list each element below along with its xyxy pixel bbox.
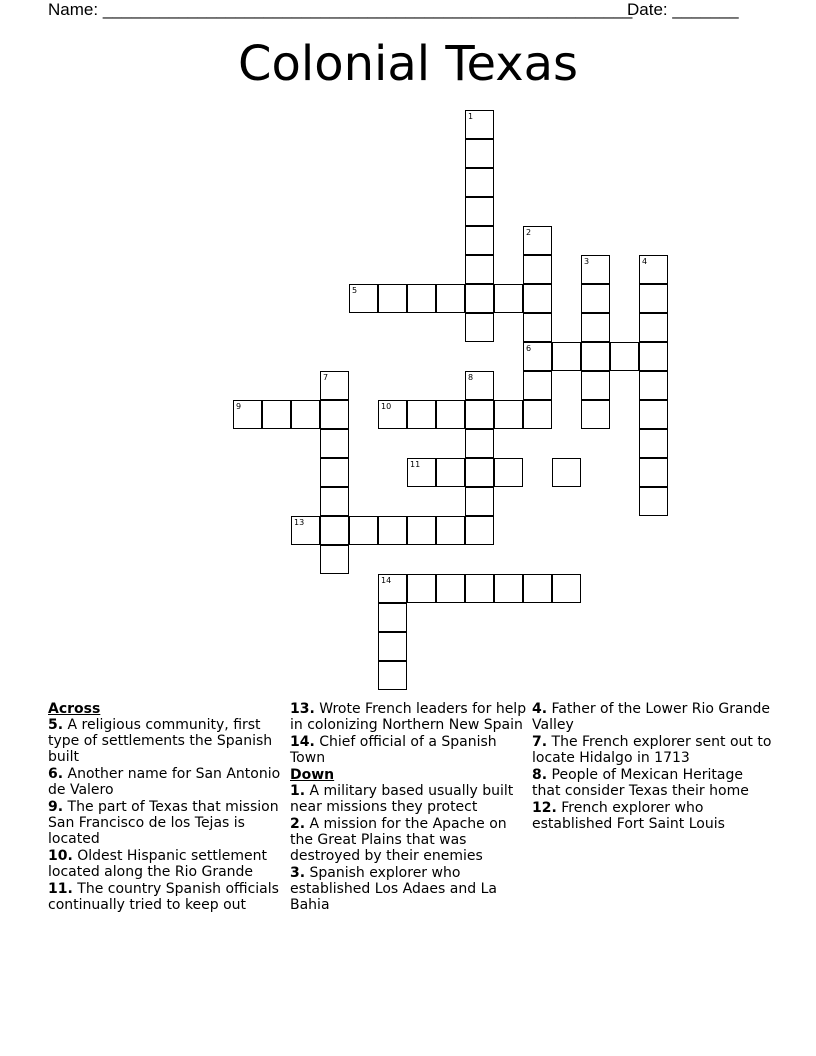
grid-cell[interactable] — [407, 574, 436, 603]
grid-cell[interactable] — [494, 458, 523, 487]
clues-column-1 — [48, 701, 284, 914]
grid-cell[interactable] — [523, 284, 552, 313]
grid-cell[interactable] — [523, 342, 552, 371]
grid-cell[interactable] — [291, 516, 320, 545]
down-heading: Down — [290, 767, 335, 783]
grid-cell[interactable] — [465, 284, 494, 313]
clue-number: 10 — [381, 402, 392, 411]
grid-cell[interactable] — [639, 487, 668, 516]
grid-cell[interactable] — [320, 400, 349, 429]
grid-cell[interactable] — [436, 458, 465, 487]
date-label: Date: — [627, 0, 668, 19]
grid-cell[interactable] — [465, 139, 494, 168]
grid-cell[interactable] — [523, 226, 552, 255]
grid-cell[interactable] — [639, 400, 668, 429]
grid-cell[interactable] — [639, 284, 668, 313]
grid-cell[interactable] — [233, 400, 262, 429]
down-clue: 7. The French explorer sent out to locate Hidalgo in 1713 — [532, 734, 772, 766]
grid-cell[interactable] — [581, 400, 610, 429]
grid-cell[interactable] — [320, 516, 349, 545]
grid-cell[interactable] — [436, 516, 465, 545]
grid-cell[interactable] — [378, 516, 407, 545]
grid-cell[interactable] — [581, 342, 610, 371]
grid-cell[interactable] — [320, 487, 349, 516]
grid-cell[interactable] — [465, 487, 494, 516]
grid-cell[interactable] — [639, 429, 668, 458]
grid-cell[interactable] — [523, 400, 552, 429]
grid-cell[interactable] — [639, 458, 668, 487]
grid-cell[interactable] — [494, 284, 523, 313]
name-label: Name: — [48, 0, 99, 19]
grid-cell[interactable] — [378, 574, 407, 603]
clue-number: 8 — [468, 373, 474, 382]
grid-cell[interactable] — [581, 371, 610, 400]
grid-cell[interactable] — [407, 516, 436, 545]
grid-cell[interactable] — [291, 400, 320, 429]
clue-number: 2 — [526, 228, 532, 237]
down-clue: 4. Father of the Lower Rio Grande Valley — [532, 701, 770, 733]
grid-cell[interactable] — [552, 458, 581, 487]
clue-number: 13 — [294, 518, 305, 527]
across-clue: 14. Chief official of a Spanish Town — [290, 734, 497, 766]
grid-cell[interactable] — [465, 226, 494, 255]
grid-cell[interactable] — [494, 574, 523, 603]
clue-number: 7 — [323, 373, 329, 382]
grid-cell[interactable] — [320, 545, 349, 574]
name-line[interactable]: ________________________________________________________ — [102, 0, 633, 19]
across-clue: 5. A religious community, first type of settlements the Spanish built — [48, 717, 273, 765]
grid-cell[interactable] — [436, 574, 465, 603]
clue-number: 1 — [468, 112, 474, 121]
grid-cell[interactable] — [465, 168, 494, 197]
grid-cell[interactable] — [378, 661, 407, 690]
across-clue: 9. The part of Texas that mission San Francisco de los Tejas is located — [48, 799, 279, 847]
grid-cell[interactable] — [494, 400, 523, 429]
grid-cell[interactable] — [610, 342, 639, 371]
across-clue: 11. The country Spanish officials continually tried to keep out — [48, 881, 279, 913]
across-heading: Across — [48, 701, 101, 717]
page-title: Colonial Texas — [237, 36, 579, 92]
grid-cell[interactable] — [639, 342, 668, 371]
clue-number: 9 — [236, 402, 242, 411]
grid-cell[interactable] — [523, 574, 552, 603]
grid-cell[interactable] — [465, 516, 494, 545]
grid-cell[interactable] — [581, 255, 610, 284]
grid-cell[interactable] — [639, 255, 668, 284]
clue-number: 5 — [352, 286, 358, 295]
grid-cell[interactable] — [523, 371, 552, 400]
grid-cell[interactable] — [639, 313, 668, 342]
date-line[interactable]: _______ — [672, 0, 739, 19]
grid-cell[interactable] — [320, 429, 349, 458]
down-clue: 1. A military based usually built near missions they protect — [290, 783, 514, 815]
across-clue: 6. Another name for San Antonio de Valero — [48, 766, 281, 798]
grid-cell[interactable] — [407, 400, 436, 429]
grid-cell[interactable] — [465, 574, 494, 603]
grid-cell[interactable] — [378, 603, 407, 632]
grid-cell[interactable] — [465, 458, 494, 487]
down-clue: 12. French explorer who established Fort Saint Louis — [532, 800, 725, 832]
grid-cell[interactable] — [378, 400, 407, 429]
clue-number: 14 — [381, 576, 392, 585]
grid-cell[interactable] — [465, 313, 494, 342]
clue-number: 6 — [526, 344, 532, 353]
grid-cell[interactable] — [581, 313, 610, 342]
clues-column-2 — [290, 701, 530, 914]
grid-cell[interactable] — [262, 400, 291, 429]
grid-cell[interactable] — [465, 371, 494, 400]
down-clue: 3. Spanish explorer who established Los Adaes and La Bahia — [290, 865, 497, 913]
grid-cell[interactable] — [407, 458, 436, 487]
grid-cell[interactable] — [436, 284, 465, 313]
grid-cell[interactable] — [523, 255, 552, 284]
clues-column-3 — [532, 701, 772, 833]
grid-cell[interactable] — [639, 371, 668, 400]
grid-cell[interactable] — [465, 255, 494, 284]
grid-cell[interactable] — [349, 516, 378, 545]
grid-cell[interactable] — [407, 284, 436, 313]
grid-cell[interactable] — [378, 284, 407, 313]
down-clue: 2. A mission for the Apache on the Great Plains that was destroyed by their enemies — [290, 816, 507, 864]
grid-cell[interactable] — [320, 458, 349, 487]
grid-cell[interactable] — [436, 400, 465, 429]
grid-cell[interactable] — [465, 429, 494, 458]
grid-cell[interactable] — [378, 632, 407, 661]
grid-cell[interactable] — [465, 197, 494, 226]
clue-number: 4 — [642, 257, 648, 266]
grid-cell[interactable] — [581, 284, 610, 313]
grid-cell[interactable] — [320, 371, 349, 400]
clue-number: 3 — [584, 257, 590, 266]
grid-cell[interactable] — [552, 574, 581, 603]
grid-cell[interactable] — [552, 342, 581, 371]
grid-cell[interactable] — [465, 110, 494, 139]
down-clue: 8. People of Mexican Heritage that consider Texas their home — [532, 767, 749, 799]
clue-number: 11 — [410, 460, 421, 469]
grid-cell[interactable] — [349, 284, 378, 313]
across-clue: 10. Oldest Hispanic settlement located along the Rio Grande — [48, 848, 267, 880]
grid-cell[interactable] — [465, 400, 494, 429]
across-clue: 13. Wrote French leaders for help in colonizing Northern New Spain — [290, 701, 527, 733]
grid-cell[interactable] — [523, 313, 552, 342]
